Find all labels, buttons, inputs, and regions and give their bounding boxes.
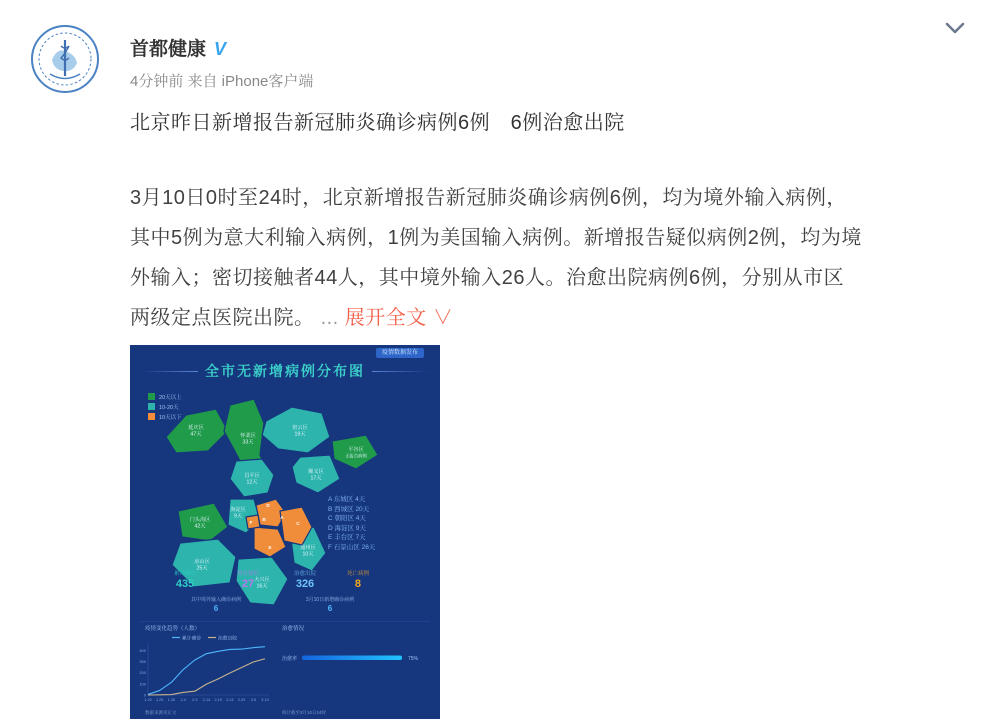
central-district-row: E 丰台区 7天: [328, 534, 366, 541]
x-tick: 2.19: [214, 698, 222, 702]
legend-item: 10-20天: [148, 402, 182, 411]
district-label: 怀柔区 33天: [240, 433, 256, 446]
expand-chevron-icon: ∨: [432, 307, 454, 329]
cure-bar-label: 治愈率: [282, 656, 298, 662]
district-label: 顺义区 17天: [308, 469, 324, 482]
trend-series-累计确诊: [148, 647, 265, 695]
post-body-line: 两级定点医院出院。: [130, 307, 321, 329]
district-label: 海淀区 9天: [230, 507, 246, 520]
post-body-line: 其中5例为意大利输入病例，1例为美国输入病例。新增报告疑似病例2例，均为境: [130, 227, 862, 249]
trend-legend-label: 累计确诊: [182, 636, 202, 642]
district-letter: C: [296, 521, 300, 526]
district-letter: B: [262, 517, 266, 522]
infographic-title: 全市无新增病例分布图: [205, 363, 365, 379]
central-district-row: C 朝阳区 4天: [328, 515, 366, 522]
ellipsis: ...: [320, 307, 339, 329]
x-tick: 1.25: [156, 698, 164, 702]
district-letter: A: [280, 515, 284, 520]
y-tick: 300: [139, 659, 146, 665]
x-tick: 1.30: [167, 698, 176, 702]
infographic-footer-right: 统计截至3月10日24时: [282, 710, 327, 715]
stat-1: 累计确诊 435: [173, 571, 197, 590]
central-district-row: A 东城区 4天: [328, 496, 366, 503]
infographic-footer-left: 数据来源见正文: [145, 710, 177, 715]
district-center: [246, 515, 260, 529]
verified-badge-icon: V: [214, 39, 227, 59]
username-text: 首都健康: [130, 39, 207, 60]
stat-2: 现有疑似 27: [236, 571, 260, 590]
post-body-line: 外输入；密切接触者44人，其中境外输入26人。治愈出院病例6例，分别从市区: [130, 267, 845, 289]
x-tick: 2.24: [226, 698, 234, 702]
x-tick: 1.20: [144, 698, 152, 702]
district-letter: D: [266, 503, 270, 508]
post-meta: 4分钟前 来自 iPhone客户端: [130, 73, 314, 90]
y-tick: 200: [139, 670, 146, 676]
legend-item: 20天以上: [148, 392, 182, 401]
x-tick: 2.9: [192, 698, 198, 702]
x-tick: 3.5: [250, 698, 256, 702]
district-label: 平谷区无报告病例: [345, 447, 367, 459]
stat-4: 死亡病例 8: [346, 571, 370, 590]
central-district-row: F 石景山区 26天: [328, 543, 376, 551]
stat-3: 治愈出院 326: [293, 571, 317, 590]
post-body: [130, 178, 960, 338]
district-label: 通州区 10天: [300, 545, 316, 558]
district-label: 大兴区 16天: [254, 577, 270, 590]
district-label: 门头沟区 42天: [189, 517, 211, 530]
username[interactable]: [130, 34, 226, 61]
chevron-down-icon[interactable]: [942, 18, 968, 38]
central-district-row: D 海淀区 9天: [328, 524, 366, 532]
district-label: 房山区 25天: [194, 559, 210, 572]
trend-title: 疫情变化趋势（人数）: [145, 626, 201, 632]
trend-charts: [130, 621, 440, 719]
stat-secondary-1: 其中境外输入确诊病例 6: [190, 597, 242, 613]
post-title: 北京昨日新增报告新冠肺炎确诊病例6例 6例治愈出院: [130, 112, 625, 134]
legend-item: 10天以下: [148, 412, 182, 421]
infographic-badge: 疫情数据发布: [376, 348, 424, 358]
y-tick: 0: [143, 692, 146, 698]
title-divider-right: [372, 371, 430, 372]
x-tick: 3.10: [261, 698, 269, 702]
stat-secondary-2: 3月10日新增确诊病例 6: [305, 597, 355, 613]
trend-legend-label: 治愈出院: [218, 636, 238, 642]
title-divider-left: [140, 371, 198, 372]
cure-bar-value: 75%: [408, 656, 419, 662]
trend-series-治愈出院: [148, 659, 265, 695]
y-tick: 100: [139, 681, 146, 687]
central-district-row: B 西城区 20天: [328, 505, 370, 513]
infographic-image[interactable]: [130, 345, 440, 719]
expand-full-text-link[interactable]: 展开全文 ∨: [344, 307, 454, 329]
central-districts-list: [328, 495, 375, 552]
x-tick: 2.4: [180, 698, 186, 702]
x-tick: 2.29: [237, 698, 246, 702]
district-letter: E: [268, 545, 272, 550]
x-tick: 2.14: [202, 698, 211, 702]
cure-title: 治愈情况: [282, 626, 305, 632]
district-letter: F: [249, 520, 253, 525]
avatar[interactable]: [30, 24, 100, 94]
district-label: 延庆区 47天: [188, 425, 204, 438]
cure-bar: [302, 656, 402, 661]
district-label: 昌平区 12天: [244, 473, 260, 486]
district-center: [254, 527, 286, 557]
post-body-line: 3月10日0时至24时，北京新增报告新冠肺炎确诊病例6例，均为境外输入病例，: [130, 187, 847, 209]
district-label: 密云区 19天: [292, 425, 308, 438]
y-tick: 400: [139, 647, 146, 653]
